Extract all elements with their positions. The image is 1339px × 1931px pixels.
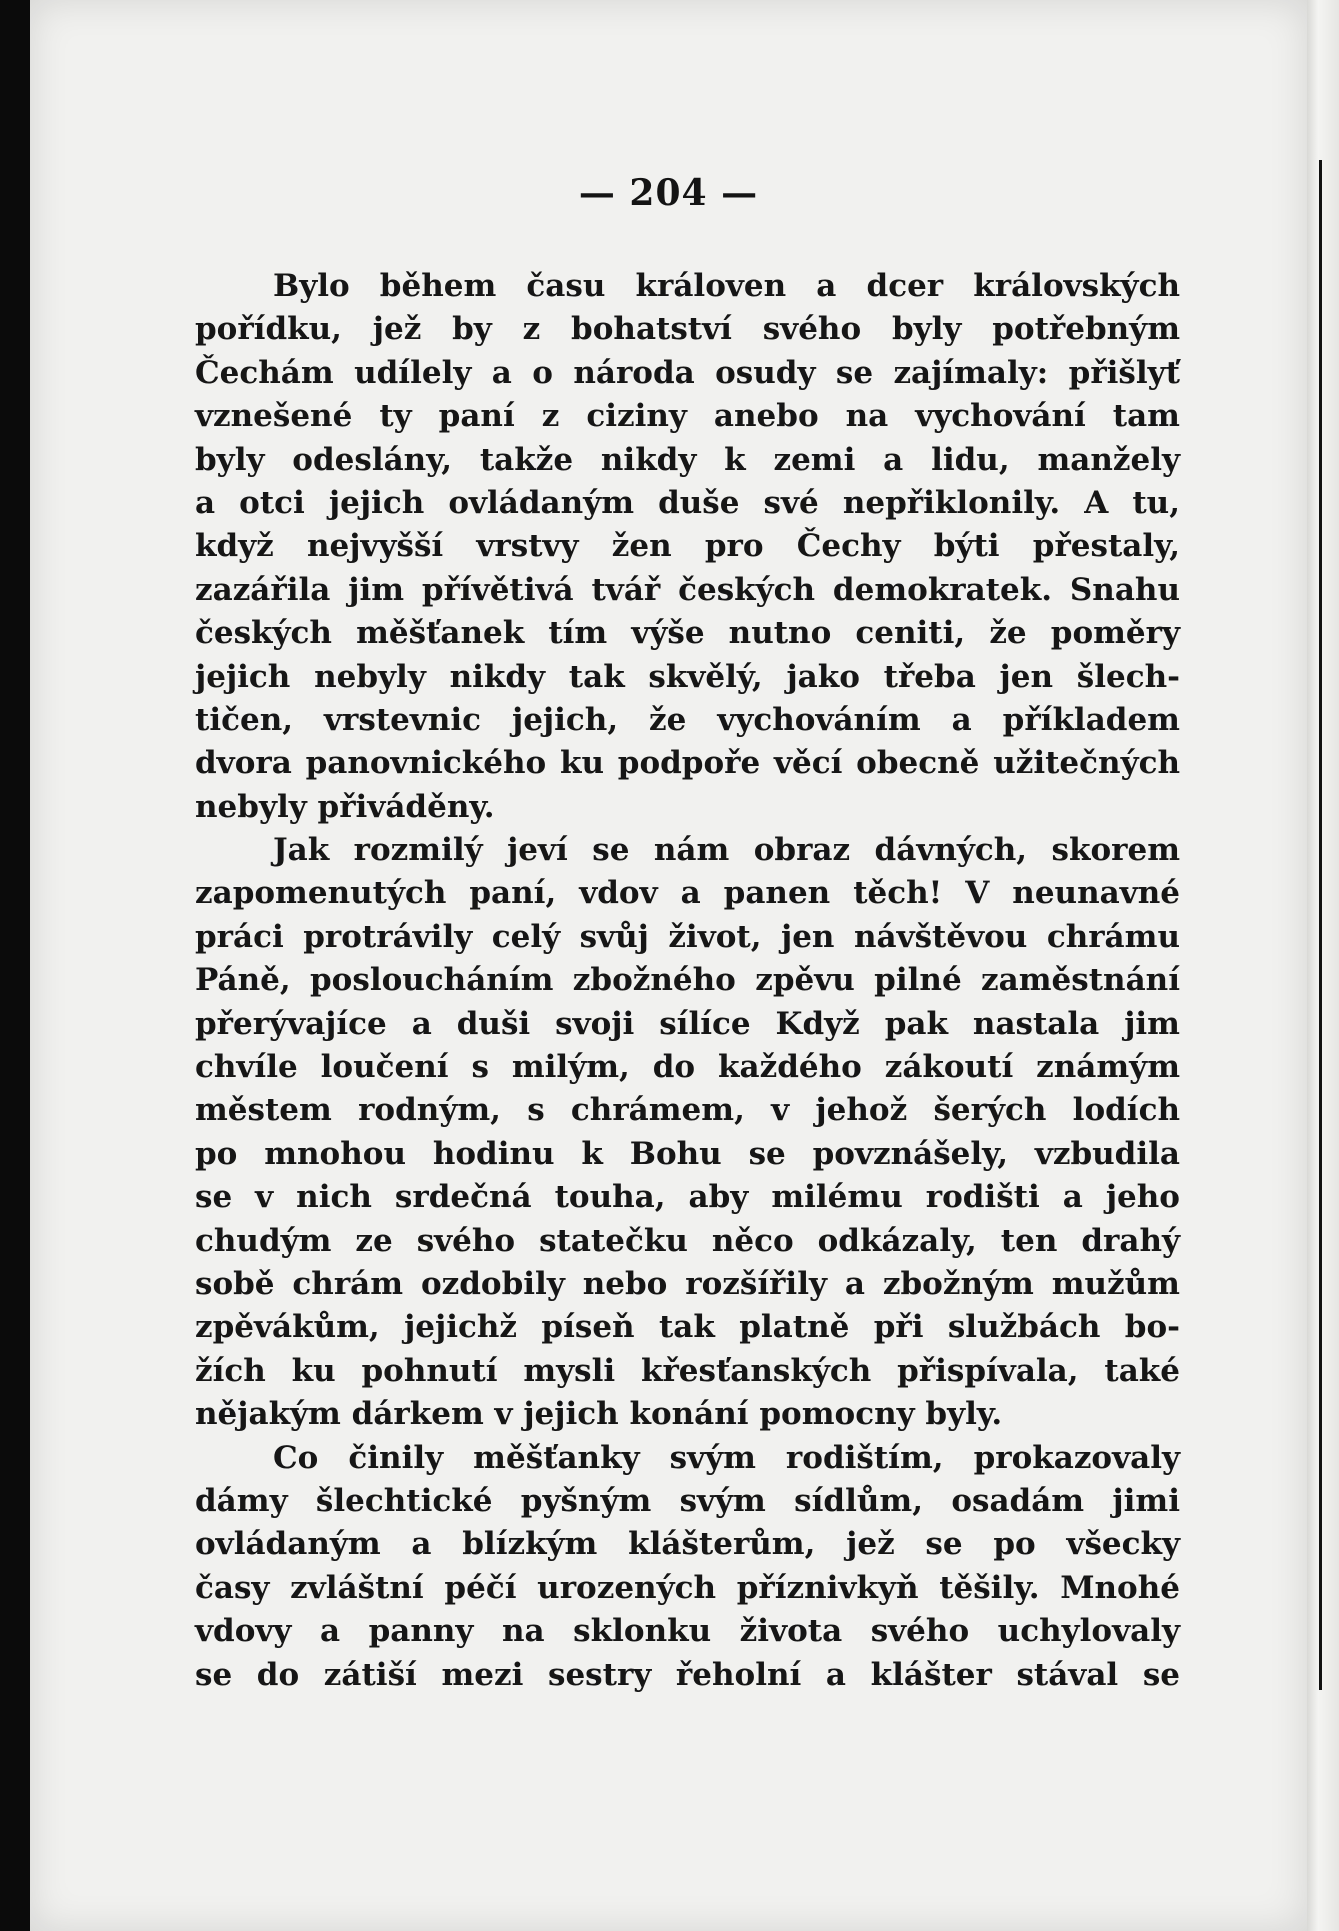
text-line: sobě chrám ozdobily nebo rozšířily a zbožným mužům	[195, 1265, 1180, 1302]
text-line: dvora panovnického ku podpoře věcí obecně užitečných	[195, 745, 1180, 782]
text-line: českých měšťanek tím výše nutno ceniti, že poměry	[195, 615, 1180, 652]
text-line: nebyly přiváděny.	[195, 788, 495, 825]
body-text	[195, 265, 1180, 1697]
text-line: byly odeslány, takže nikdy k zemi a lidu, manžely	[195, 441, 1180, 478]
text-line: Jak rozmilý jeví se nám obraz dávných, skorem	[273, 832, 1180, 869]
text-line: městem rodným, s chrámem, v jehož šerých lodích	[195, 1092, 1180, 1129]
text-line: zpěvákům, jejichž píseň tak platně při službách bo-	[195, 1309, 1180, 1346]
text-line: se do zátiší mezi sestry řeholní a klášter stával se	[195, 1656, 1180, 1693]
text-line: přerývajíce a duši svoji sílíce Když pak nastala jim	[195, 1005, 1180, 1042]
text-line: se v nich srdečná touha, aby milému rodišti a jeho	[195, 1179, 1180, 1216]
text-line: Čechám udílely a o národa osudy se zajímaly: přišlyť	[195, 354, 1180, 391]
text-line: když nejvyšší vrstvy žen pro Čechy býti přestaly,	[195, 528, 1180, 565]
binding-line	[1319, 160, 1322, 1690]
text-line: Páně, posloucháním zbožného zpěvu pilné zaměstnání	[195, 962, 1180, 999]
text-line: dámy šlechtické pyšným svým sídlům, osadám jimi	[195, 1482, 1180, 1519]
text-line: chudým ze svého statečku něco odkázaly, ten drahý	[195, 1222, 1180, 1259]
page-number: — 204 —	[578, 172, 759, 214]
book-page	[30, 0, 1307, 1931]
text-line: chvíle loučení s milým, do každého zákoutí známým	[195, 1049, 1180, 1086]
text-line: pořídku, jež by z bohatství svého byly potřebným	[195, 311, 1180, 348]
page-edge	[1307, 0, 1339, 1931]
text-line: Co činily měšťanky svým rodištím, prokazovaly	[273, 1439, 1180, 1476]
text-line: ovládaným a blízkým klášterům, jež se po všecky	[195, 1526, 1180, 1563]
text-line: žích ku pohnutí mysli křesťanských přispívala, také	[195, 1352, 1180, 1389]
text-line: jejich nebyly nikdy tak skvělý, jako třeba jen šlech-	[195, 658, 1180, 695]
text-line: tičen, vrstevnic jejich, že vychováním a příkladem	[195, 701, 1180, 738]
text-line: po mnohou hodinu k Bohu se povznášely, vzbudila	[195, 1135, 1180, 1172]
text-line: vdovy a panny na sklonku života svého uchylovaly	[195, 1613, 1180, 1650]
text-line: vznešené ty paní z ciziny anebo na vychování tam	[195, 398, 1180, 435]
text-line: nějakým dárkem v jejich konání pomocny byly.	[195, 1396, 1003, 1433]
text-line: zazářila jim přívětivá tvář českých demokratek. Snahu	[195, 571, 1180, 608]
text-line: Bylo během času královen a dcer královských	[273, 268, 1180, 304]
text-line: zapomenutých paní, vdov a panen těch! V neunavné	[195, 875, 1180, 912]
text-line: práci protrávily celý svůj život, jen návštěvou chrámu	[195, 918, 1180, 955]
text-line: časy zvláštní péčí urozených příznivkyň těšily. Mnohé	[195, 1569, 1180, 1606]
text-line: a otci jejich ovládaným duše své nepřiklonily. A tu,	[195, 484, 1180, 521]
